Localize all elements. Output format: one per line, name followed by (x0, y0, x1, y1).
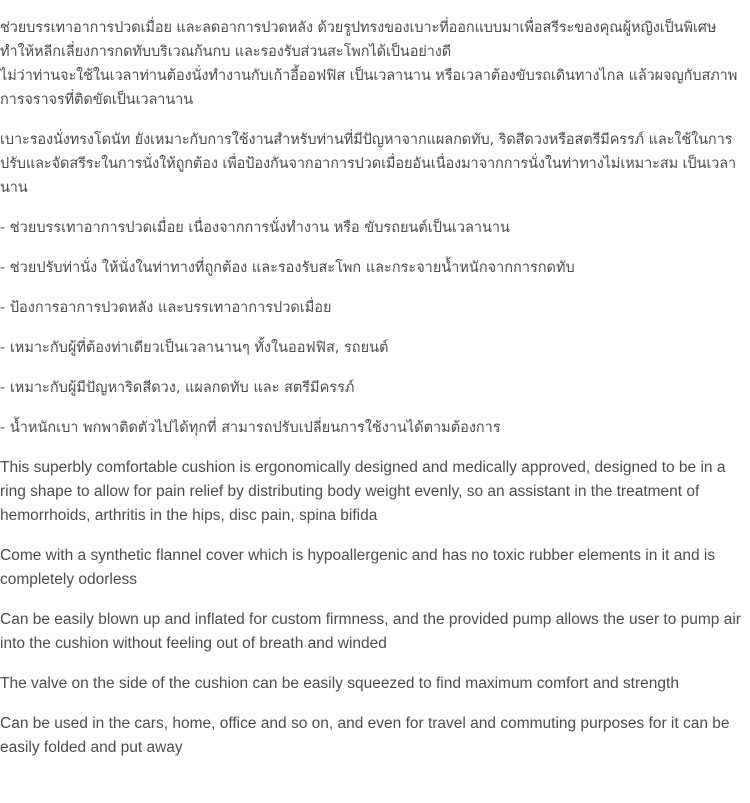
thai-paragraph-donut-cushion: เบาะรองนั่งทรงโดนัท ยังเหมาะกับการใช้งานสำหรับท่านที่มีปัญหาจากแผลกดทับ, ริดสีดวงหรือสตรีมีครรภ์ และใช้ในการปรับและจัดสรีระในการนั่งให้ถูกต้อง เพื่อป้องกันจากอาการปวดเมื่อยอันเนื่องมาจากการนั่งในท่าทางไม่เหมาะสม เป็นเวลานาน (0, 132, 737, 196)
list-item: - ช่วยบรรเทาอาการปวดเมื่อย เนื่องจากการนั่งทำงาน หรือ ขับรถยนต์เป็นเวลานาน (0, 220, 510, 236)
list-item: - เหมาะกับผู้ที่ต้องท่าเดียวเป็นเวลานานๆ ทั้งในออฟฟิส, รถยนต์ (0, 340, 389, 356)
list-item: - เหมาะกับผู้มีปัญหาริดสีดวง, แผลกดทับ และ สตรีมีครรภ์ (0, 380, 355, 396)
list-item: - น้ำหนักเบา พกพาติดตัวไปได้ทุกที่ สามารถปรับเปลี่ยนการใช้งานได้ตามต้องการ (0, 420, 501, 436)
list-item: - ช่วยปรับท่านั่ง ให้นั่งในท่าทางที่ถูกต้อง และรองรับสะโพก และกระจายน้ำหนักจากการกดทับ (0, 260, 575, 276)
english-paragraph-valve: The valve on the side of the cushion can be easily squeezed to find maximum comfort and strength (0, 675, 679, 692)
list-item: - ป้องการอาการปวดหลัง และบรรเทาอาการปวดเมื่อย (0, 300, 332, 316)
english-paragraph-ergonomic: This superbly comfortable cushion is ergonomically designed and medically approved, designed to be in a ring shape to allow for pain relief by distributing body weight evenly, so an assistant in the treatment of hemorrhoids, arthritis in the hips, disc pain, spina bifida (0, 459, 726, 524)
thai-paragraph-intro: ช่วยบรรเทาอาการปวดเมื่อย และลดอาการปวดหลัง ด้วยรูปทรงของเบาะที่ออกแบบมาเพื่อสรีระของคุณผู้หญิงเป็นพิเศษ ทำให้หลีกเลี่ยงการกดทับบริเวณก้นกบ และรองรับส่วนสะโพกได้เป็นอย่างดี ไม่ว่าท่านจะใช้ในเวลาท่านต้องนั่งทำงานกับเก้าอี้ออฟฟิส เป็นเวลานาน หรือเวลาต้องขับรถเดินทางไกล แล้วผจญกับสภาพการจราจรที่ติดขัดเป็นเวลานาน (0, 20, 738, 108)
english-paragraph-cover: Come with a synthetic flannel cover which is hypoallergenic and has no toxic rubber elements in it and is completely odorless (0, 547, 716, 588)
english-description (0, 456, 750, 760)
english-paragraph-inflation: Can be easily blown up and inflated for custom firmness, and the provided pump allows the user to pump air into the cushion without feeling out of breath and winded (0, 611, 741, 652)
thai-feature-list (0, 216, 750, 440)
english-paragraph-usage: Can be used in the cars, home, office and so on, and even for travel and commuting purposes for it can be easily folded and put away (0, 715, 730, 756)
